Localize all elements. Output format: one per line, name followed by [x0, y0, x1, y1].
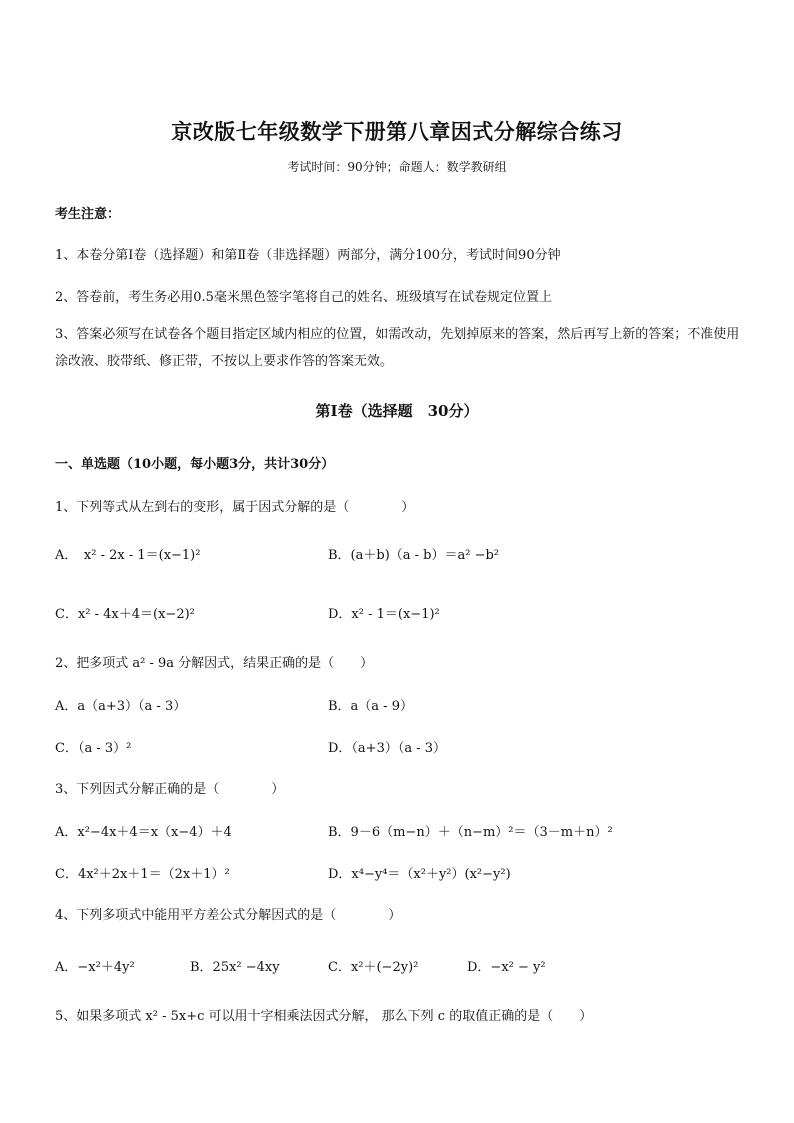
notice-item-2: 2、答卷前，考生务必用0.5毫米黑色签字笔将自己的姓名、班级填写在试卷规定位置上 — [55, 290, 552, 305]
notice-heading: 考生注意： — [55, 207, 121, 222]
exam-subtitle: 考试时间：90分钟；命题人：数学教研组 — [287, 160, 507, 174]
question-2-option-b[interactable]: B．a（a - 9） — [328, 699, 413, 714]
notice-item-1: 1、本卷分第Ⅰ卷（选择题）和第Ⅱ卷（非选择题）两部分，满分100分，考试时间90分钟 — [55, 248, 561, 263]
question-4-option-d[interactable]: D．−x² − y² — [467, 960, 546, 975]
question-2-stem: 2、把多项式 a² - 9a 分解因式，结果正确的是（ ） — [55, 656, 374, 671]
question-3-stem: 3、下列因式分解正确的是（ ） — [55, 782, 285, 797]
question-2-option-d[interactable]: D．（a+3）（a - 3） — [328, 741, 447, 756]
question-1-option-d[interactable]: D．x² - 1＝(x−1)² — [328, 607, 440, 622]
question-1-stem: 1、下列等式从左到右的变形，属于因式分解的是（ ） — [55, 500, 415, 515]
question-2-option-a[interactable]: A．a（a+3）（a - 3） — [55, 699, 187, 714]
page-title: 京改版七年级数学下册第八章因式分解综合练习 — [171, 119, 623, 144]
question-1-option-a[interactable]: A． x² - 2x - 1＝(x−1)² — [55, 548, 201, 563]
question-4-option-a[interactable]: A．−x²＋4y² — [55, 960, 135, 975]
question-1-option-b[interactable]: B．(a＋b)（a - b）＝a² −b² — [328, 548, 500, 563]
section-title: 第Ⅰ卷（选择题 30分） — [315, 402, 479, 420]
question-3-option-d[interactable]: D．x⁴−y⁴＝（x²＋y²）(x²−y²) — [328, 867, 511, 882]
question-1-option-c[interactable]: C．x² - 4x＋4＝(x−2)² — [55, 607, 195, 622]
notice-item-3: 3、答案必须写在试卷各个题目指定区域内相应的位置，如需改动，先划掉原来的答案，然后再写上新的答案；不准使用涂改液、胶带纸、修正带，不按以上要求作答的答案无效。 — [55, 327, 740, 369]
question-2-option-c[interactable]: C．（a - 3）² — [55, 741, 132, 756]
question-4-option-b[interactable]: B．25x² −4xy — [190, 960, 280, 975]
question-3-option-c[interactable]: C．4x²＋2x＋1＝（2x＋1）² — [55, 867, 230, 882]
question-3-option-b[interactable]: B．9－6（m−n）＋（n−m）²＝（3－m＋n）² — [328, 825, 613, 840]
question-4-option-c[interactable]: C．x²＋(−2y)² — [328, 960, 419, 975]
question-4-stem: 4、下列多项式中能用平方差公式分解因式的是（ ） — [55, 908, 402, 923]
question-5-stem: 5、如果多项式 x² - 5x+c 可以用十字相乘法因式分解， 那么下列 c 的取值正确的是（ ） — [55, 1009, 593, 1024]
question-3-option-a[interactable]: A．x²−4x＋4＝x（x−4）＋4 — [55, 825, 232, 840]
part-heading: 一、单选题（10小题，每小题3分，共计30分） — [55, 457, 335, 472]
